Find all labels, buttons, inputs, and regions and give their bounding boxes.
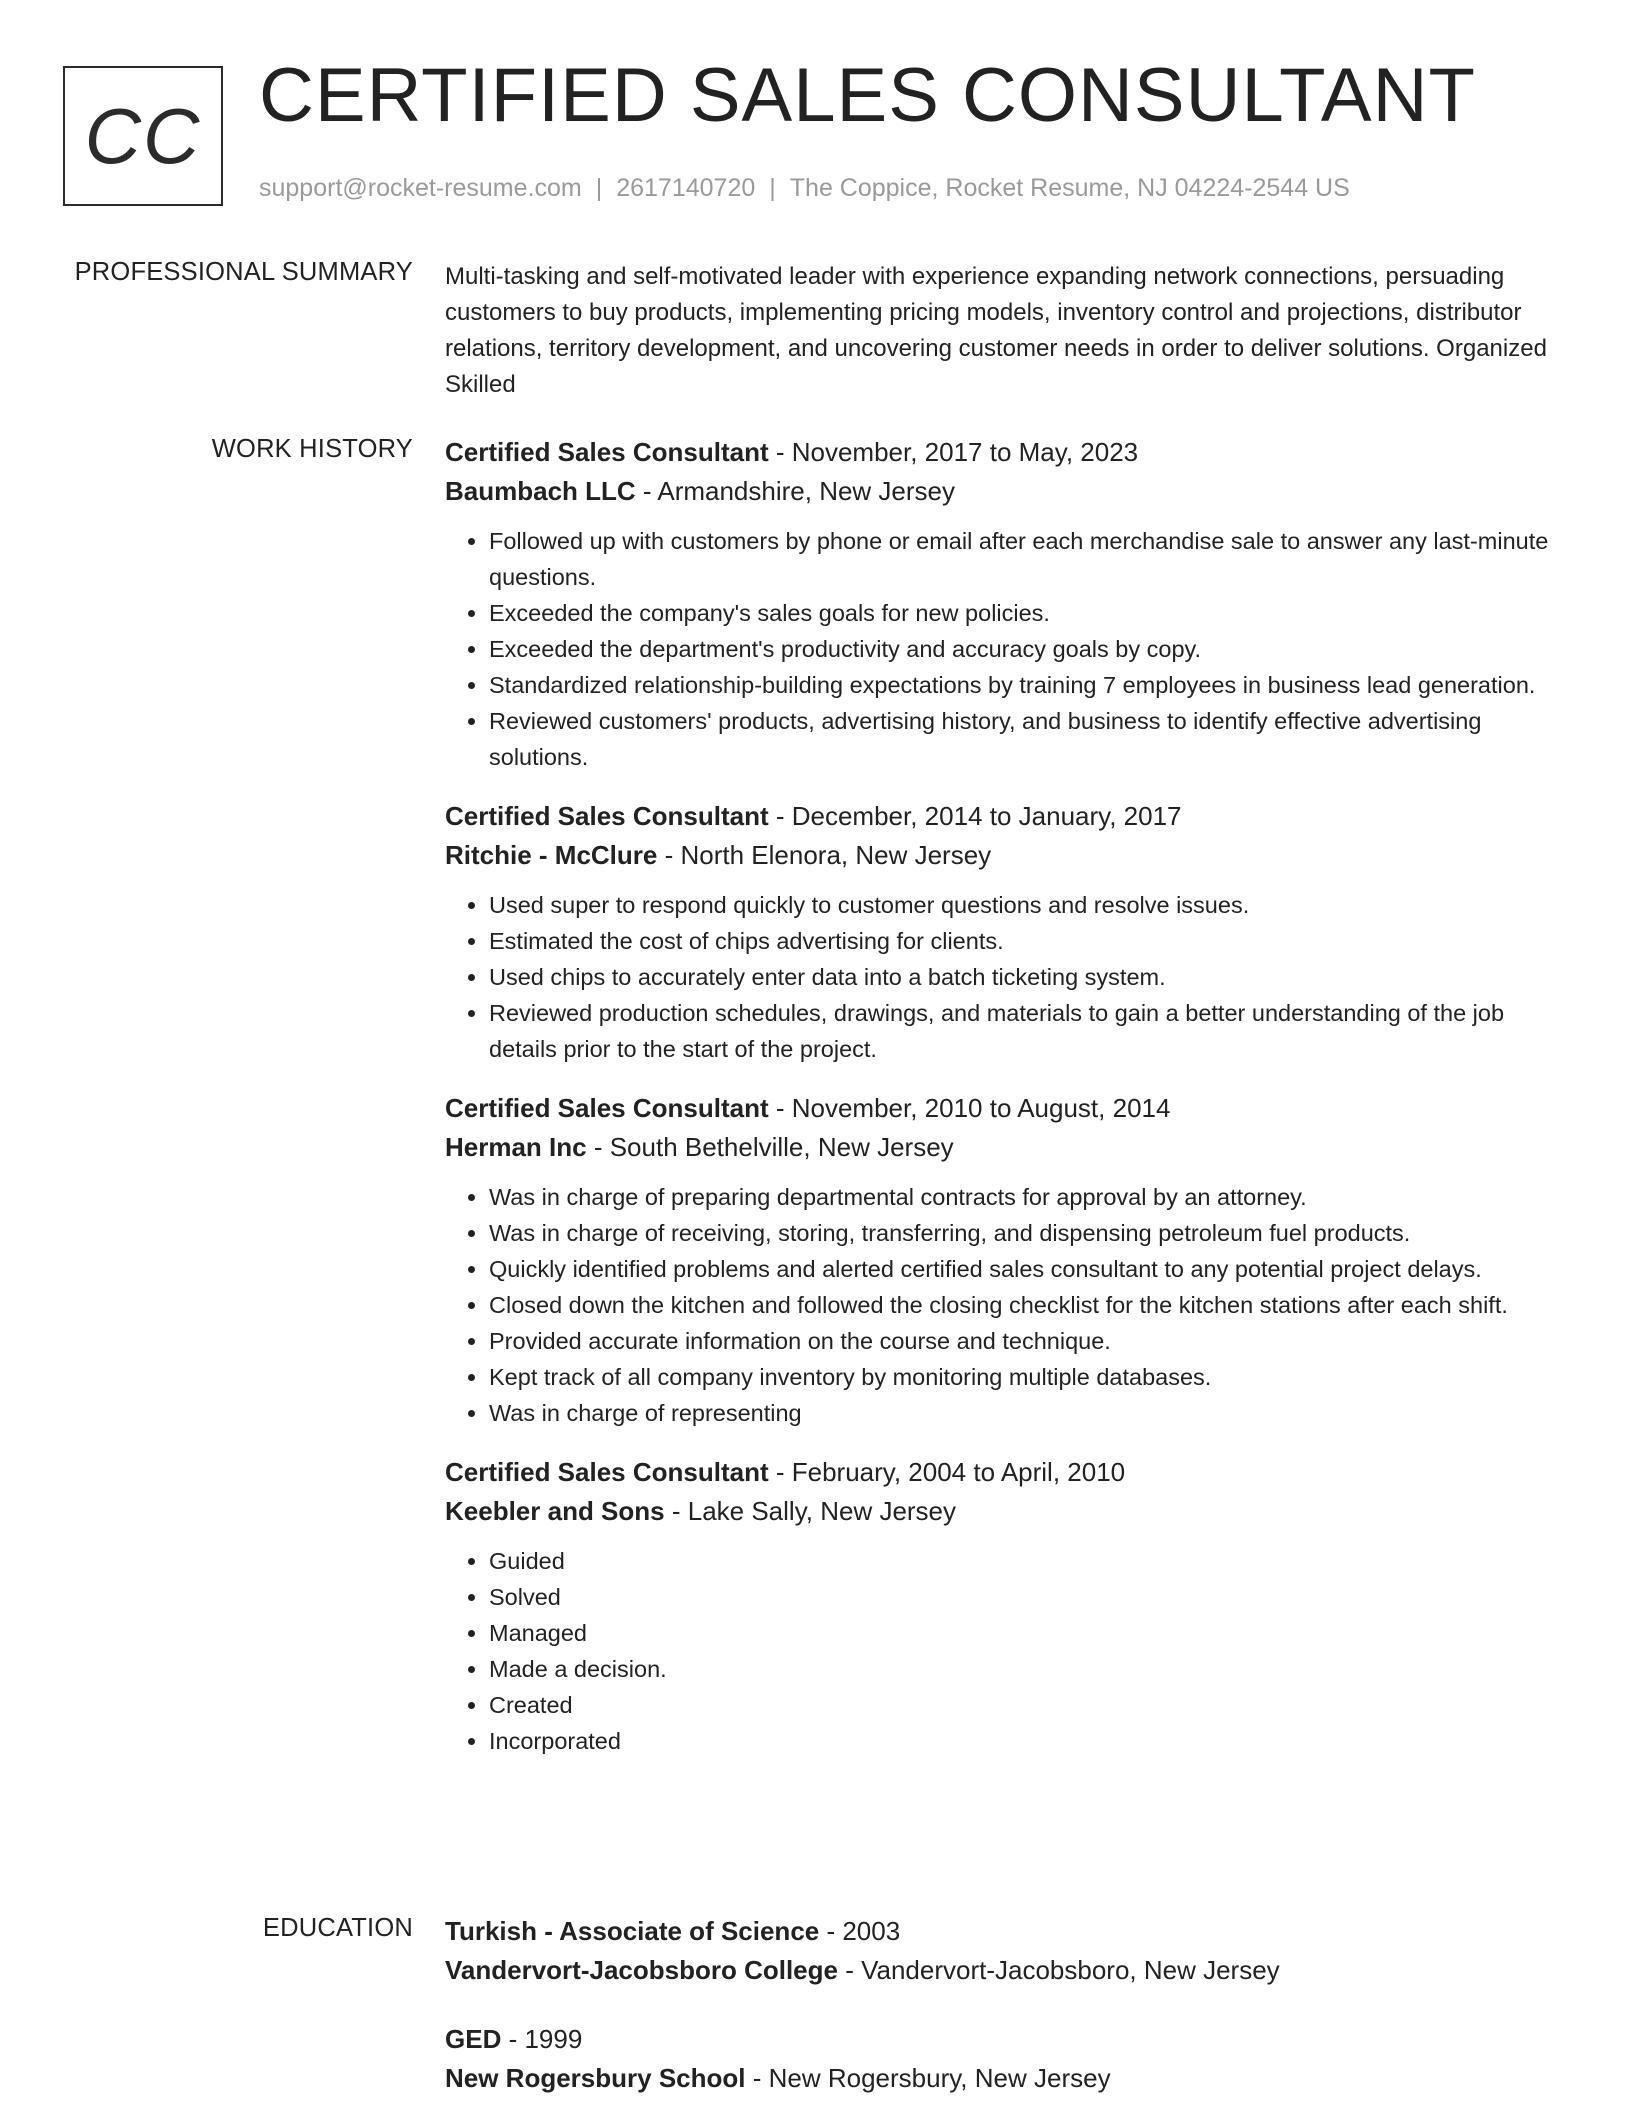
degree-name: GED bbox=[445, 2024, 502, 2054]
job-dates: - November, 2017 to May, 2023 bbox=[768, 437, 1139, 467]
job-duty-item: • Estimated the cost of chips advertising for clients. bbox=[489, 923, 1560, 959]
job-entry bbox=[445, 797, 1560, 1067]
job-location: - Lake Sally, New Jersey bbox=[664, 1496, 957, 1526]
job-duties-list bbox=[445, 887, 1560, 1067]
contact-separator: | bbox=[595, 174, 603, 202]
job-location: - North Elenora, New Jersey bbox=[657, 840, 992, 870]
job-title: Certified Sales Consultant bbox=[445, 1457, 769, 1487]
summary-text: Multi-tasking and self-motivated leader with experience expanding network connections, persuading customers to buy products, implementing pricing models, inventory control and projections, distributor relations, territory development, and uncovering customer needs in order to deliver solutions. Organized Skilled bbox=[445, 263, 1547, 398]
job-company-line bbox=[445, 836, 1560, 875]
job-dates: - November, 2010 to August, 2014 bbox=[768, 1093, 1171, 1123]
job-duty-item: • Quickly identified problems and alerted certified sales consultant to any potential project delays. bbox=[489, 1251, 1560, 1287]
job-entry bbox=[445, 1089, 1560, 1431]
job-duty-item: • Solved bbox=[489, 1579, 1560, 1615]
job-duty-item: • Kept track of all company inventory by monitoring multiple databases. bbox=[489, 1359, 1560, 1395]
job-duty-item: • Made a decision. bbox=[489, 1651, 1560, 1687]
job-duty-item: • Followed up with customers by phone or email after each merchandise sale to answer any last-minute questions. bbox=[489, 523, 1560, 595]
job-company-line bbox=[445, 1128, 1560, 1167]
job-duty-item: • Exceeded the company's sales goals for new policies. bbox=[489, 595, 1560, 631]
job-title-line bbox=[445, 797, 1560, 836]
job-entry bbox=[445, 1453, 1560, 1759]
job-duty-item: • Reviewed customers' products, advertising history, and business to identify effective advertising solutions. bbox=[489, 703, 1560, 775]
school-name: New Rogersbury School bbox=[445, 2063, 746, 2093]
education-list bbox=[445, 1912, 1560, 2128]
job-list bbox=[445, 433, 1560, 1781]
education-entry bbox=[445, 1912, 1560, 1990]
job-company: Baumbach LLC bbox=[445, 476, 636, 506]
job-duty-item: • Closed down the kitchen and followed the closing checklist for the kitchen stations after each shift. bbox=[489, 1287, 1560, 1323]
degree-line bbox=[445, 1912, 1560, 1951]
job-duty-item: • Used super to respond quickly to customer questions and resolve issues. bbox=[489, 887, 1560, 923]
job-duty-item: • Created bbox=[489, 1687, 1560, 1723]
job-duty-item: • Standardized relationship-building expectations by training 7 employees in business lead generation. bbox=[489, 667, 1560, 703]
job-duties-list bbox=[445, 1543, 1560, 1759]
education-heading: EDUCATION bbox=[262, 1914, 413, 1942]
contact-email[interactable]: support@rocket-resume.com bbox=[259, 174, 582, 202]
job-duty-item: • Used chips to accurately enter data into a batch ticketing system. bbox=[489, 959, 1560, 995]
job-duty-item: • Exceeded the department's productivity and accuracy goals by copy. bbox=[489, 631, 1560, 667]
job-duty-item: • Managed bbox=[489, 1615, 1560, 1651]
education-entry bbox=[445, 2020, 1560, 2098]
job-duty-item: • Guided bbox=[489, 1543, 1560, 1579]
job-duty-item: • Provided accurate information on the course and technique. bbox=[489, 1323, 1560, 1359]
contact-separator: | bbox=[769, 174, 776, 202]
job-company: Herman Inc bbox=[445, 1132, 587, 1162]
job-duty-item: • Incorporated bbox=[489, 1723, 1560, 1759]
resume-title: CERTIFIED SALES CONSULTANT bbox=[259, 53, 1476, 138]
school-location: - Vandervort-Jacobsboro, New Jersey bbox=[837, 1955, 1280, 1985]
job-company: Ritchie - McClure bbox=[445, 840, 658, 870]
job-location: - South Bethelville, New Jersey bbox=[586, 1132, 954, 1162]
monogram-badge bbox=[63, 66, 223, 206]
school-line bbox=[445, 2059, 1560, 2098]
school-name: Vandervort-Jacobsboro College bbox=[445, 1955, 838, 1985]
job-title: Certified Sales Consultant bbox=[445, 437, 769, 467]
summary-heading: PROFESSIONAL SUMMARY bbox=[74, 258, 413, 286]
job-duties-list bbox=[445, 1179, 1560, 1431]
job-company-line bbox=[445, 1492, 1560, 1531]
job-dates: - December, 2014 to January, 2017 bbox=[768, 801, 1182, 831]
job-title-line bbox=[445, 1453, 1560, 1492]
job-title-line bbox=[445, 433, 1560, 472]
job-company-line bbox=[445, 472, 1560, 511]
job-duty-item: • Was in charge of representing bbox=[489, 1395, 1560, 1431]
job-title: Certified Sales Consultant bbox=[445, 1093, 769, 1123]
work-history-heading: WORK HISTORY bbox=[211, 435, 413, 463]
degree-name: Turkish - Associate of Science bbox=[445, 1916, 820, 1946]
job-title-line bbox=[445, 1089, 1560, 1128]
school-location: - New Rogersbury, New Jersey bbox=[745, 2063, 1111, 2093]
monogram-initials: CC bbox=[84, 91, 202, 180]
school-line bbox=[445, 1951, 1560, 1990]
job-entry bbox=[445, 433, 1560, 775]
contact-phone[interactable]: 2617140720 bbox=[616, 174, 756, 202]
job-duties-list bbox=[445, 523, 1560, 775]
contact-address: The Coppice, Rocket Resume, NJ 04224-2544 US bbox=[789, 174, 1350, 202]
job-duty-item: • Was in charge of receiving, storing, transferring, and dispensing petroleum fuel products. bbox=[489, 1215, 1560, 1251]
degree-line bbox=[445, 2020, 1560, 2059]
job-duty-item: • Was in charge of preparing departmental contracts for approval by an attorney. bbox=[489, 1179, 1560, 1215]
job-title: Certified Sales Consultant bbox=[445, 801, 769, 831]
job-duty-item: • Reviewed production schedules, drawings, and materials to gain a better understanding of the job details prior to the start of the project. bbox=[489, 995, 1560, 1067]
job-dates: - February, 2004 to April, 2010 bbox=[768, 1457, 1126, 1487]
degree-year: - 1999 bbox=[501, 2024, 583, 2054]
degree-year: - 2003 bbox=[819, 1916, 901, 1946]
job-company: Keebler and Sons bbox=[445, 1496, 665, 1526]
job-location: - Armandshire, New Jersey bbox=[635, 476, 956, 506]
contact-line bbox=[259, 174, 1350, 203]
